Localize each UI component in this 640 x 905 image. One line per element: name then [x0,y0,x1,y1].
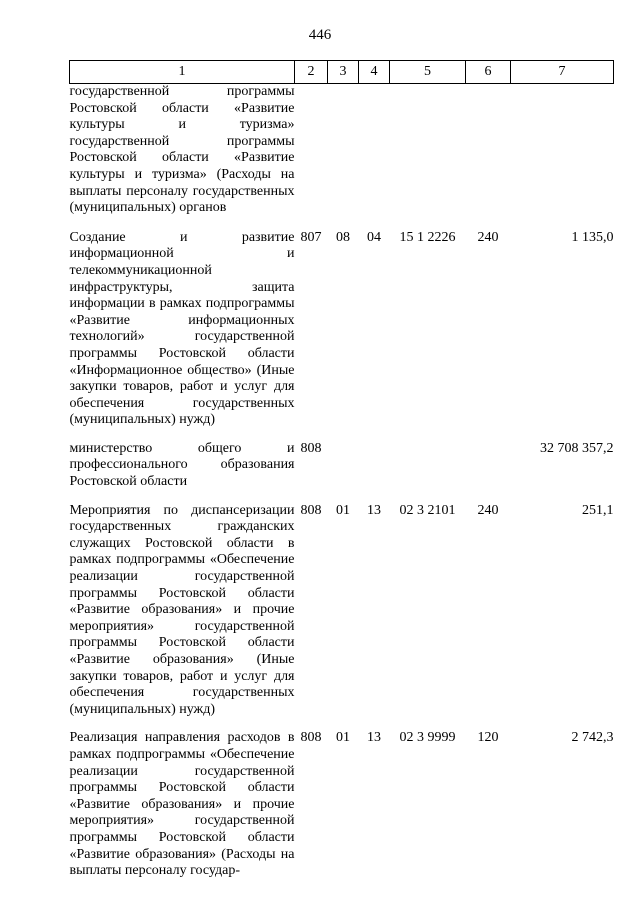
cell-ministry-code [295,84,328,230]
table-row [70,441,614,503]
row-description: Мероприятия по диспансеризации государственных гражданских служащих Ростовской области в рамках подпрограммы «Обеспечение реализации государственной программы Ростовской области «Развитие образования» и прочие мероприятия» государственной программы Ростовской области «Развитие образования» (Иные закупки товаров, работ и услуг для обеспечения государственных (муниципальных) нужд) [69,502,295,717]
column-header: 2 [295,61,328,84]
row-description: министерство общего и профессионального образования Ростовской области [69,440,295,490]
cell-amount: 251,1 [582,502,614,518]
cell-subsection [359,441,390,503]
cell-amount: 1 135,0 [571,229,614,245]
cell-subsection [359,84,390,230]
row-description: Создание и развитие информационной и телекоммуникационной инфраструктуры, защита информации в рамках подпрограммы «Развитие информационных технологий» государственной программы Ростовской области «Информационное общество» (Иные закупки товаров, работ и услуг для обеспечения государственных (муниципальных) нужд) [69,229,295,428]
cell-subsection: 13 [367,730,381,746]
cell-section: 01 [336,502,350,518]
column-header: 4 [359,61,390,84]
cell-expense-type: 240 [477,229,499,245]
cell-section [328,84,359,230]
column-header: 5 [390,61,466,84]
table-row [70,730,614,891]
cell-ministry-code: 808 [300,440,322,456]
cell-expense-type [466,441,511,503]
budget-table [69,60,614,892]
table-row [70,84,614,230]
cell-section: 08 [336,229,350,245]
cell-section: 01 [336,730,350,746]
column-header: 7 [511,61,614,84]
cell-expense-type [466,84,511,230]
cell-ministry-code: 808 [300,730,322,746]
row-description: государственной программы Ростовской области «Развитие культуры и туризма» государственной программы Ростовской области «Развитие культуры и туризма» (Расходы на выплаты персоналу государственных (муниципальных) органов [69,84,295,216]
column-header: 1 [70,61,295,84]
row-description: Реализация направления расходов в рамках подпрограммы «Обеспечение реализации государственной программы Ростовской области «Развитие образования» и прочие мероприятия» государственной программы Ростовской области «Развитие образования» (Расходы на выплаты персоналу государ- [69,730,295,879]
column-header: 3 [328,61,359,84]
table-row [70,503,614,731]
cell-ministry-code: 808 [300,502,322,518]
cell-target-article [390,441,466,503]
cell-subsection: 13 [367,502,381,518]
cell-target-article: 02 3 9999 [399,730,456,746]
cell-target-article [390,84,466,230]
cell-section [328,441,359,503]
cell-expense-type: 120 [477,730,499,746]
table-header-row [70,61,614,84]
cell-amount: 32 708 357,2 [540,440,614,456]
cell-expense-type: 240 [477,502,499,518]
table-row [70,230,614,441]
cell-target-article: 15 1 2226 [399,229,456,245]
column-header: 6 [466,61,511,84]
cell-amount [511,84,614,230]
cell-target-article: 02 3 2101 [399,502,456,518]
cell-amount: 2 742,3 [571,730,614,746]
page-number: 446 [308,27,332,43]
cell-ministry-code: 807 [300,229,322,245]
cell-subsection: 04 [367,229,381,245]
